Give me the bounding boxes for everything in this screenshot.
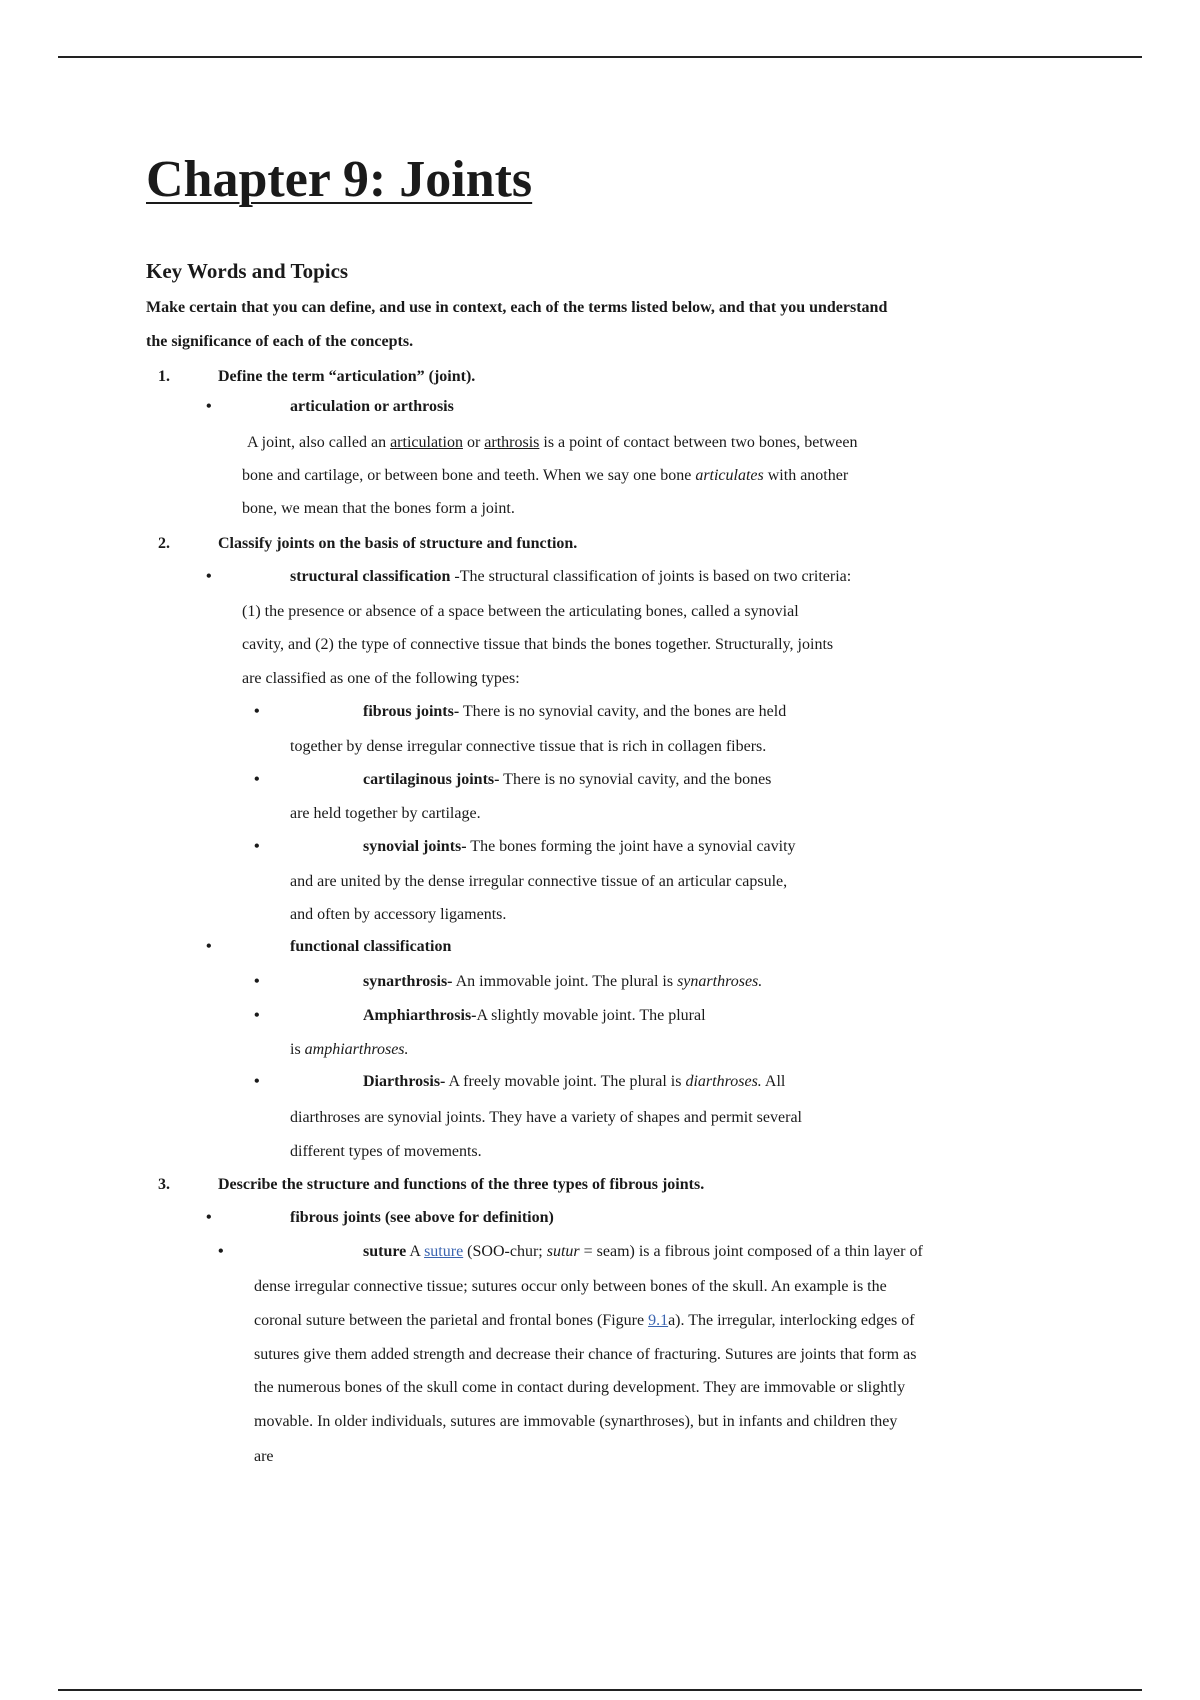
paragraph-line: diarthroses are synovial joints. They have a variety of shapes and permit several [290,1109,802,1126]
paragraph-line: and often by accessory ligaments. [290,906,507,923]
paragraph-line: (1) the presence or absence of a space between the articulating bones, called a synovial [242,603,799,620]
page-title: Chapter 9: Joints [146,151,533,208]
question-2: Classify joints on the basis of structure and function. [218,535,578,552]
paragraph-line: coronal suture between the parietal and frontal bones (Figure 9.1a). The irregular, interlocking edges of [254,1312,915,1329]
synovial-joints-item: synovial joints- The bones forming the joint have a synovial cavity [363,838,796,855]
bullet-icon: • [254,703,260,720]
paragraph-line: are classified as one of the following types: [242,670,520,687]
structural-classification: structural classification -The structural classification of joints is based on two criteria: [290,568,852,585]
paragraph-line: are [254,1448,274,1465]
paragraph-line: is amphiarthroses. [290,1041,409,1058]
bullet-icon: • [254,1007,260,1024]
figure-link[interactable]: 9.1 [648,1312,669,1329]
paragraph-line: bone, we mean that the bones form a joint. [242,500,515,517]
suture-link[interactable]: suture [424,1243,464,1260]
top-rule [58,56,1142,58]
suture-item: suture A suture (SOO-chur; sutur = seam) is a fibrous joint composed of a thin layer of [363,1243,923,1260]
functional-classification: functional classification [290,938,452,955]
bullet-icon: • [254,1073,260,1090]
bullet-icon: • [206,568,212,585]
paragraph-line: dense irregular connective tissue; sutures occur only between bones of the skull. An example is the [254,1278,887,1295]
paragraph-line: A joint, also called an articulation or arthrosis is a point of contact between two bones, between [247,434,858,451]
paragraph-line: bone and cartilage, or between bone and teeth. When we say one bone articulates with another [242,467,849,484]
bullet-icon: • [254,838,260,855]
list-number-1: 1. [158,368,170,385]
synarthrosis-item: synarthrosis- An immovable joint. The plural is synarthroses. [363,973,763,990]
diarthrosis-item: Diarthrosis- A freely movable joint. The plural is diarthroses. All [363,1073,786,1090]
bullet-icon: • [254,973,260,990]
bottom-rule [58,1689,1142,1691]
bullet-icon: • [206,1209,212,1226]
bullet-icon: • [218,1243,224,1260]
paragraph-line: the numerous bones of the skull come in contact during development. They are immovable or slightly [254,1379,906,1396]
fibrous-joints-heading: fibrous joints (see above for definition) [290,1209,554,1226]
term-articulation: articulation or arthrosis [290,398,454,415]
fibrous-joints-item: fibrous joints- There is no synovial cavity, and the bones are held [363,703,787,720]
cartilaginous-joints-item: cartilaginous joints- There is no synovial cavity, and the bones [363,771,772,788]
intro-line-2: the significance of each of the concepts. [146,333,414,350]
intro-line-1: Make certain that you can define, and use in context, each of the terms listed below, and that you understand [146,299,888,316]
section-heading: Key Words and Topics [146,259,349,283]
bullet-icon: • [206,938,212,955]
list-number-2: 2. [158,535,170,552]
paragraph-line: sutures give them added strength and decrease their chance of fracturing. Sutures are joints that form as [254,1346,917,1363]
bullet-icon: • [206,398,212,415]
paragraph-line: are held together by cartilage. [290,805,481,822]
amphiarthrosis-item: Amphiarthrosis-A slightly movable joint. The plural [363,1007,706,1024]
paragraph-line: together by dense irregular connective tissue that is rich in collagen fibers. [290,738,767,755]
question-3: Describe the structure and functions of the three types of fibrous joints. [218,1176,705,1193]
paragraph-line: and are united by the dense irregular connective tissue of an articular capsule, [290,873,788,890]
paragraph-line: movable. In older individuals, sutures are immovable (synarthroses), but in infants and children they [254,1413,898,1430]
list-number-3: 3. [158,1176,170,1193]
bullet-icon: • [254,771,260,788]
question-1: Define the term “articulation” (joint). [218,368,476,385]
paragraph-line: different types of movements. [290,1143,482,1160]
paragraph-line: cavity, and (2) the type of connective tissue that binds the bones together. Structurally, joints [242,636,834,653]
